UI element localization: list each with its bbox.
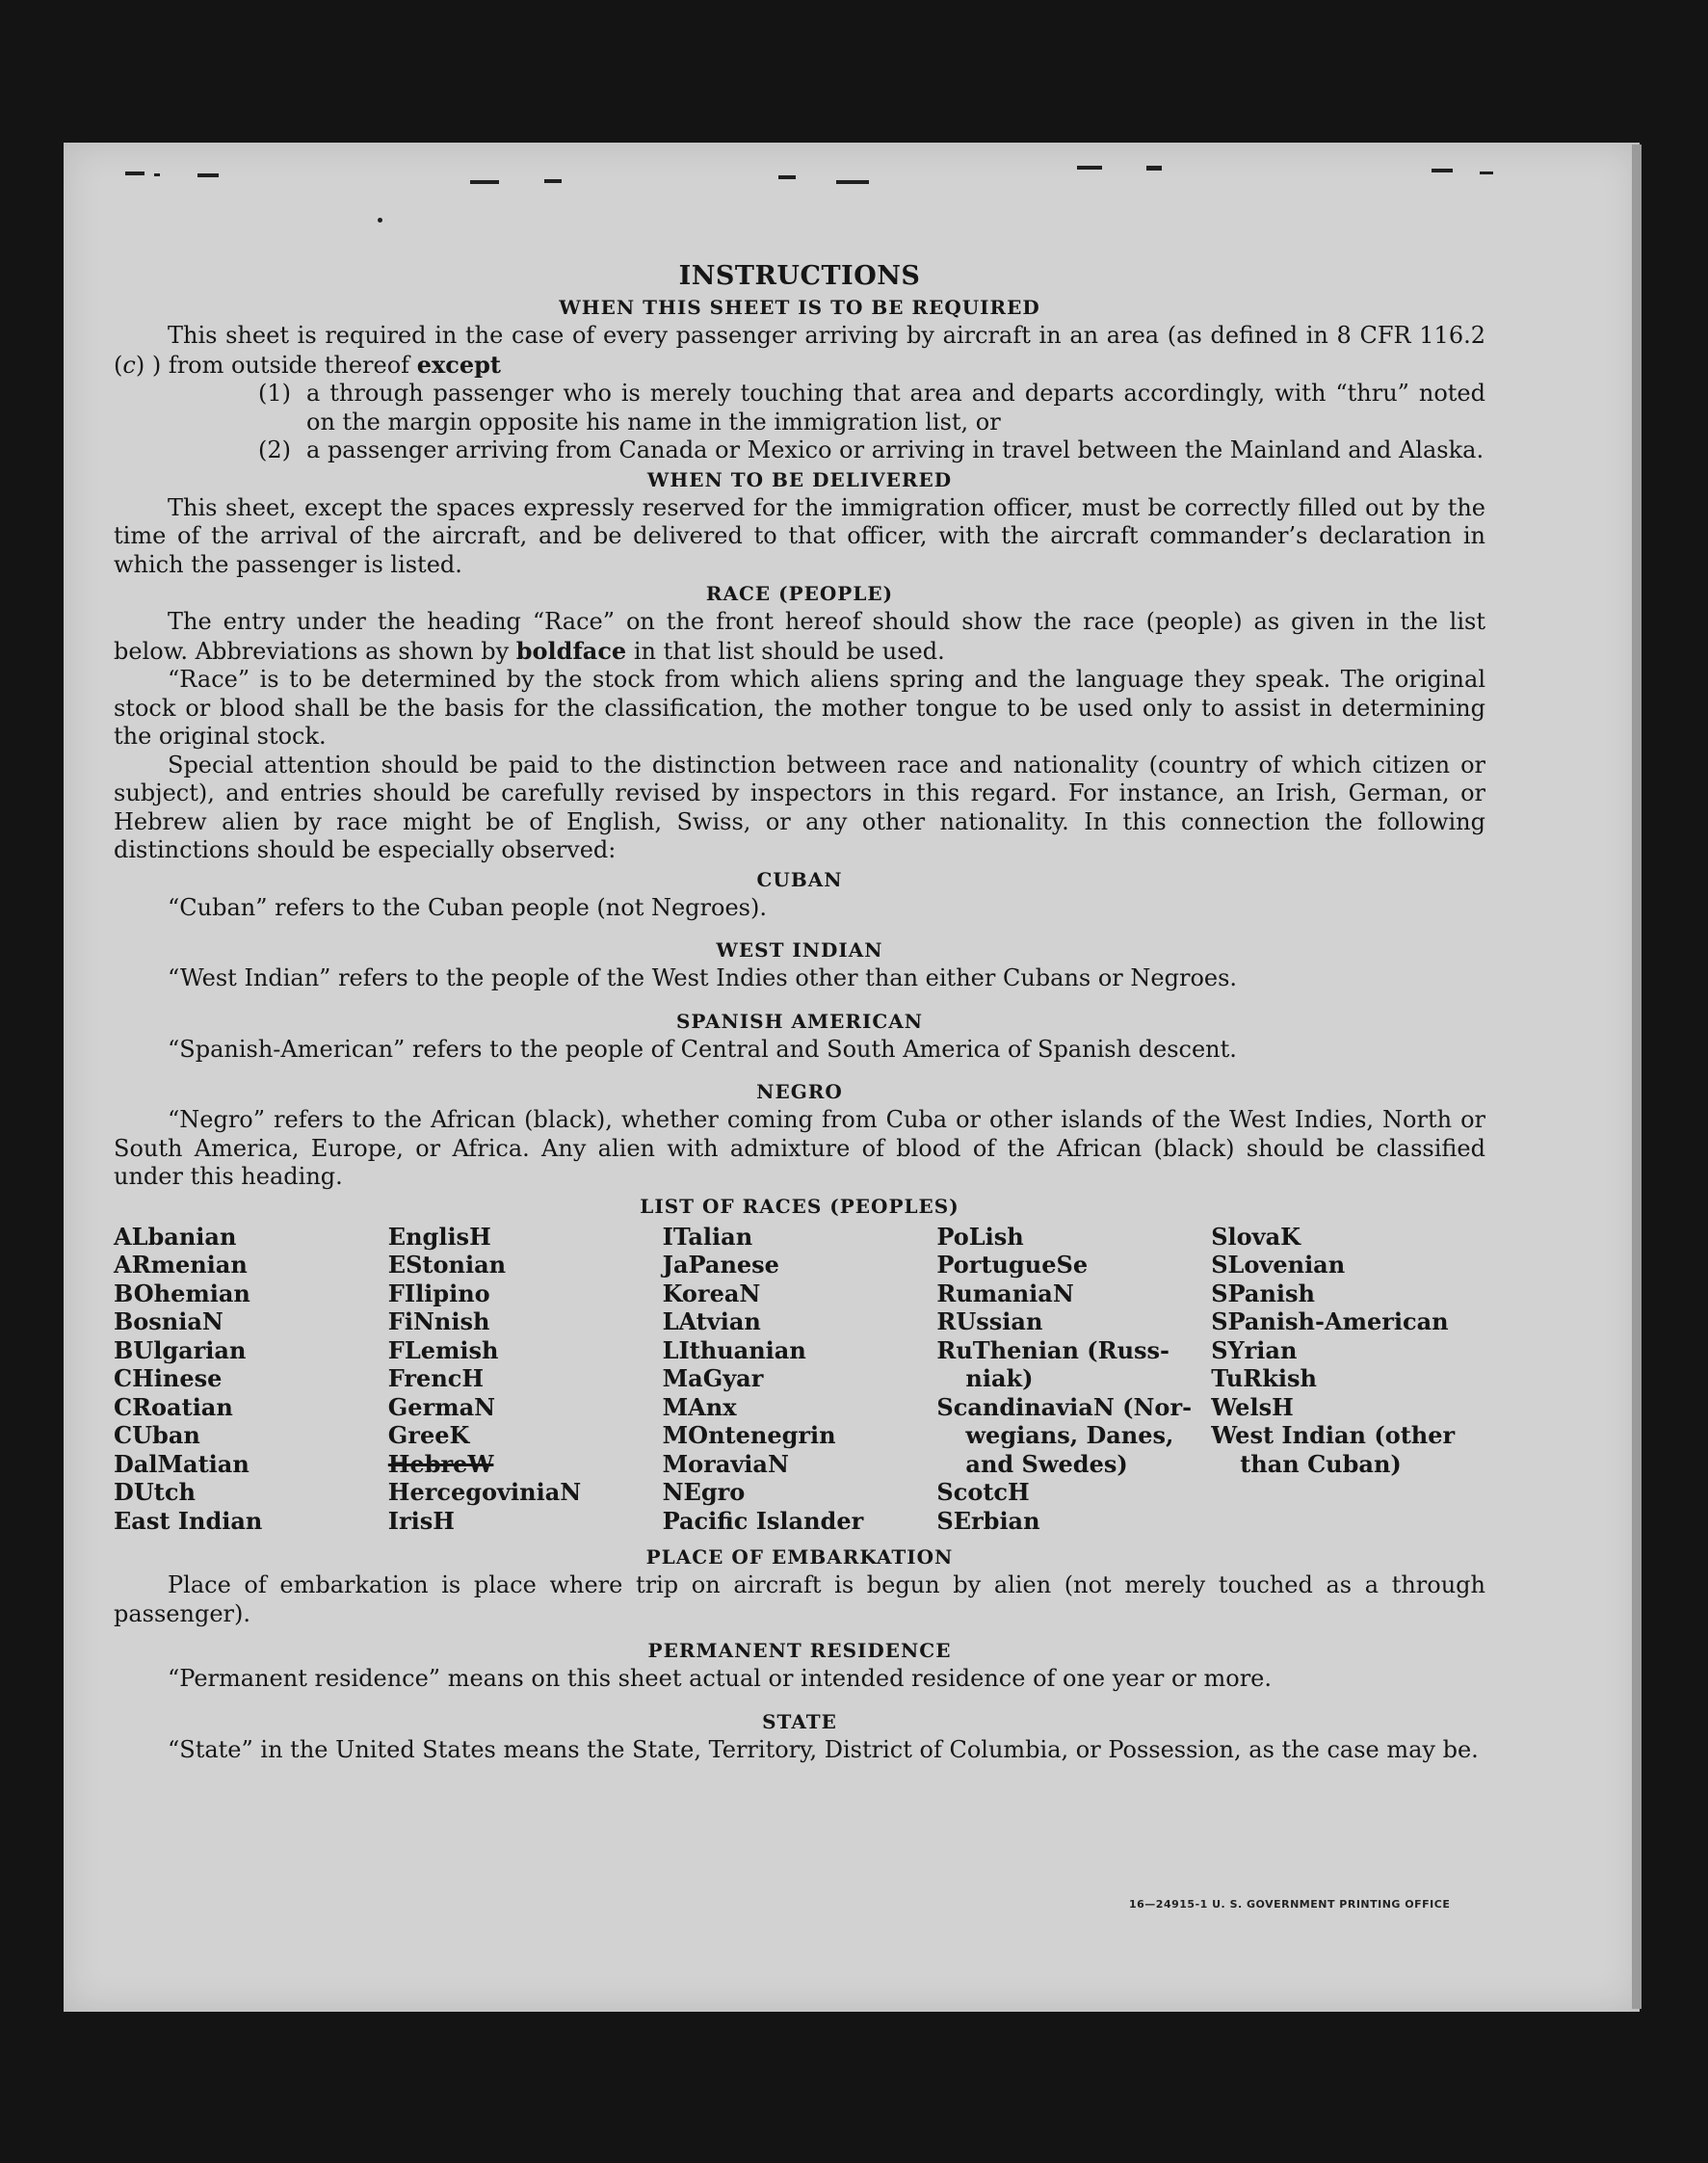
race-item: SYrian — [1211, 1335, 1298, 1364]
ink-speck — [125, 171, 145, 175]
race-item: MoraviaN — [662, 1449, 789, 1478]
race-para-1-b: in that list should be used. — [626, 637, 945, 665]
race-item-continued: niak) — [965, 1364, 1034, 1392]
ink-speck — [1480, 171, 1493, 174]
race-item: ScotcH — [936, 1478, 1030, 1506]
spanish-american-text: “Spanish-American” refers to the people of Central and South America of Spanish descent. — [168, 1035, 1237, 1063]
required-intro-italic: c — [122, 351, 136, 379]
required-intro — [114, 322, 1485, 380]
race-item: FiNnish — [387, 1307, 490, 1335]
race-para-2: “Race” is to be determined by the stock from which aliens spring and the language they speak. The original stock or blood shall be the basis for the classification, the mother tongue to be used only to assist in determining the original stock. — [114, 666, 1485, 750]
sheet-edge — [1632, 145, 1642, 2009]
races-column-5 — [1211, 1223, 1485, 1536]
race-item: KoreaN — [662, 1279, 761, 1307]
exception-number: (1) — [258, 380, 291, 407]
race-item: BosniaN — [114, 1307, 223, 1335]
ink-speck — [1077, 166, 1102, 170]
race-item: SLovenian — [1211, 1251, 1346, 1279]
race-para-1-bold: boldface — [515, 636, 627, 665]
race-item: MaGyar — [662, 1364, 764, 1392]
race-item: ScandinaviaN (Nor- — [936, 1392, 1193, 1421]
race-item: FrencH — [387, 1364, 485, 1392]
race-item: RUssian — [936, 1307, 1043, 1335]
race-item: BUlgarian — [114, 1335, 247, 1364]
exception-text: a through passenger who is merely touching that area and departs accordingly, with “thru” noted on the margin opposite his name in the immigration list, or — [306, 380, 1485, 435]
race-item-struck: HebreW — [387, 1449, 494, 1478]
section-heading-embarkation: PLACE OF EMBARKATION — [645, 1545, 954, 1569]
race-item: PortugueSe — [936, 1251, 1089, 1279]
section-heading-spanish-american: SPANISH AMERICAN — [675, 1009, 924, 1033]
section-heading-delivered: WHEN TO BE DELIVERED — [646, 467, 953, 491]
race-item: EnglisH — [387, 1222, 491, 1251]
race-item: SPanish-American — [1211, 1307, 1449, 1335]
delivered-text: This sheet, except the spaces expressly reserved for the immigration officer, must be correctly filled out by the time of the arrival of the aircraft, and be delivered to that officer, with the aircraft commander’s declaration in which the passenger is listed. — [114, 493, 1485, 578]
west-indian-text: “West Indian” refers to the people of the West Indies other than either Cubans or Negroes. — [168, 964, 1238, 991]
ink-speck — [778, 175, 796, 179]
negro-text: “Negro” refers to the African (black), whether coming from Cuba or other islands of the West Indies, North or South America, Europe, or Africa. Any alien with admixture of blood of the African (black) should be classified under this heading. — [114, 1106, 1485, 1190]
race-para-1-a: The entry under the heading “Race” on the front hereof should show the race (people) as given in the list below. Abbreviations as shown by — [114, 608, 1485, 665]
race-item: GreeK — [387, 1421, 470, 1449]
race-item: West Indian (other — [1211, 1421, 1456, 1449]
ink-speck — [470, 180, 499, 184]
race-item: CHinese — [114, 1364, 223, 1392]
ink-speck — [1146, 166, 1162, 171]
exception-item — [114, 436, 1485, 465]
races-column-1 — [114, 1223, 388, 1536]
section-heading-residence: PERMANENT RESIDENCE — [647, 1639, 952, 1662]
instructions-body — [114, 260, 1485, 1764]
race-item: CUban — [114, 1421, 200, 1449]
section-heading-negro: NEGRO — [756, 1080, 843, 1103]
cuban-text: “Cuban” refers to the Cuban people (not Negroes). — [168, 893, 767, 921]
race-item-continued: wegians, Danes, — [965, 1421, 1174, 1449]
embarkation-text: Place of embarkation is place where trip on aircraft is begun by alien (not merely touched as a through passenger). — [114, 1571, 1485, 1627]
page-title: INSTRUCTIONS — [678, 261, 921, 291]
section-heading-cuban: CUBAN — [756, 867, 843, 891]
race-item: DalMatian — [114, 1449, 250, 1478]
race-item: LIthuanian — [662, 1335, 806, 1364]
race-item: IrisH — [387, 1506, 455, 1535]
exception-item — [114, 380, 1485, 436]
section-heading-required: WHEN THIS SHEET IS TO BE REQUIRED — [559, 296, 1040, 319]
race-item: TuRkish — [1211, 1364, 1317, 1392]
race-item: HercegoviniaN — [387, 1478, 582, 1506]
races-column-2 — [388, 1223, 663, 1536]
race-item: CRoatian — [114, 1392, 233, 1421]
race-item: BOhemian — [114, 1279, 250, 1307]
exceptions-list — [114, 380, 1485, 465]
ink-speck — [378, 218, 382, 223]
section-heading-west-indian: WEST INDIAN — [716, 938, 883, 962]
race-item: LAtvian — [662, 1307, 761, 1335]
race-item: SPanish — [1211, 1279, 1315, 1307]
race-item: RuThenian (Russ- — [936, 1335, 1170, 1364]
ink-speck — [544, 179, 562, 183]
residence-text: “Permanent residence” means on this sheet actual or intended residence of one year or more. — [168, 1665, 1272, 1692]
race-item: ALbanian — [114, 1222, 237, 1251]
section-heading-race: RACE (PEOPLE) — [705, 582, 894, 605]
race-item: DUtch — [114, 1478, 196, 1506]
races-column-4 — [936, 1223, 1211, 1536]
printing-office-footer: 16—24915-1 U. S. GOVERNMENT PRINTING OFFICE — [1129, 1898, 1451, 1911]
race-item: ARmenian — [114, 1251, 248, 1279]
ink-speck — [836, 180, 869, 184]
race-para-1 — [114, 608, 1485, 666]
race-item-continued: and Swedes) — [965, 1449, 1128, 1478]
race-item-continued: than Cuban) — [1240, 1449, 1402, 1478]
race-item: GermaN — [387, 1392, 496, 1421]
required-intro-a: This sheet is required in the case of every passenger arriving by aircraft in an area (as defined in 8 CFR 116.2 ( — [114, 322, 1485, 379]
race-item: RumaniaN — [936, 1279, 1074, 1307]
required-intro-bold: except — [416, 350, 502, 379]
ink-speck — [1432, 169, 1453, 172]
exception-text: a passenger arriving from Canada or Mexico or arriving in travel between the Mainland and Alaska. — [306, 436, 1485, 463]
race-item: MOntenegrin — [662, 1421, 836, 1449]
races-column-3 — [663, 1223, 937, 1536]
race-item: JaPanese — [662, 1251, 779, 1279]
race-item: East Indian — [114, 1506, 263, 1535]
ink-speck — [154, 173, 160, 176]
race-item: SlovaK — [1211, 1222, 1301, 1251]
races-list — [114, 1223, 1485, 1536]
exception-number: (2) — [258, 436, 291, 463]
race-item: MAnx — [662, 1392, 737, 1421]
race-item: NEgro — [662, 1478, 746, 1506]
section-heading-state: STATE — [762, 1709, 837, 1733]
race-item: WelsH — [1211, 1392, 1294, 1421]
race-item: Pacific Islander — [662, 1506, 864, 1535]
race-item: PoLish — [936, 1222, 1024, 1251]
race-item: SErbian — [936, 1506, 1040, 1535]
required-intro-b: ) ) from outside thereof — [135, 351, 417, 379]
ink-speck — [197, 173, 219, 177]
race-item: ITalian — [662, 1222, 753, 1251]
race-item: FLemish — [387, 1335, 499, 1364]
section-heading-races-list: LIST OF RACES (PEOPLES) — [640, 1194, 959, 1218]
race-item: EStonian — [387, 1251, 507, 1279]
state-text: “State” in the United States means the State, Territory, District of Columbia, or Possession, as the case may be. — [168, 1735, 1479, 1763]
race-item: FIlipino — [387, 1279, 490, 1307]
race-para-3: Special attention should be paid to the distinction between race and nationality (country of which citizen or subject), and entries should be carefully revised by inspectors in this regard. For instance, an Irish, German, or Hebrew alien by race might be of English, Swiss, or any other nationality. In this connection the following distinctions should be especially observed: — [114, 751, 1485, 863]
